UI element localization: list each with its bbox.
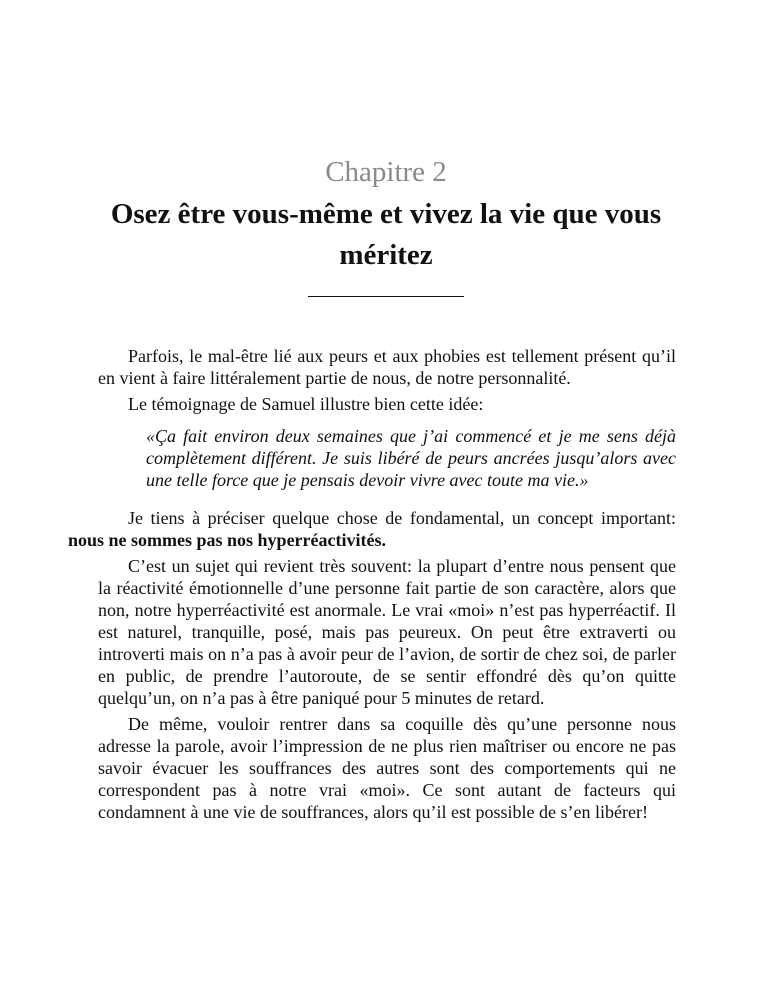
testimony-quote: «Ça fait environ deux semaines que j’ai commencé et je me sens déjà complètement différent. Je suis libéré de peurs ancrées jusqu’alors avec une telle force que je pensais devoir vivre avec toute ma vie.» [146, 426, 676, 490]
paragraph-intro: Parfois, le mal-être lié aux peurs et aux phobies est tellement présent qu’il en vient à faire littéralement partie de nous, de notre personnalité. [98, 346, 676, 388]
paragraph-hyperreactivity: C’est un sujet qui revient très souvent: la plupart d’entre nous pensent que la réactivité émotionnelle d’une personne fait partie de son caractère, alors que non, notre hyperréactivité est anormale. Le vrai «moi» n’est pas hyperréactif. Il est naturel, tranquille, posé, mais pas peureux. On peut être extraverti ou introverti mais on n’a pas à avoir peur de l’avion, de sortir de chez soi, de parler en public, de prendre l’autoroute, de se sentir effondré dès qu’on quitte quelqu’un, on n’a pas à être paniqué pour 5 minutes de retard. [98, 556, 676, 708]
paragraph-key-concept [68, 507, 676, 551]
chapter-title: Osez être vous-même et vivez la vie que vous méritez [110, 198, 662, 271]
chapter-body [68, 345, 676, 827]
chapter-label: Chapitre 2 [325, 156, 447, 188]
title-divider [308, 296, 464, 297]
key-concept-lead: Je tiens à préciser quelque chose de fondamental, un concept important: [128, 508, 676, 528]
paragraph-testimony-intro: Le témoignage de Samuel illustre bien cette idée: [128, 394, 484, 414]
key-concept-bold: nous ne sommes pas nos hyperréactivités. [68, 530, 386, 550]
paragraph-conclusion: De même, vouloir rentrer dans sa coquille dès qu’une personne nous adresse la parole, avoir l’impression de ne plus rien maîtriser ou encore ne pas savoir évacuer les souffrances des autres sont des comportements qui ne correspondent pas à notre vrai «moi». Ce sont autant de facteurs qui condamnent à une vie de souffrances, alors qu’il est possible de s’en libérer! [98, 714, 676, 822]
